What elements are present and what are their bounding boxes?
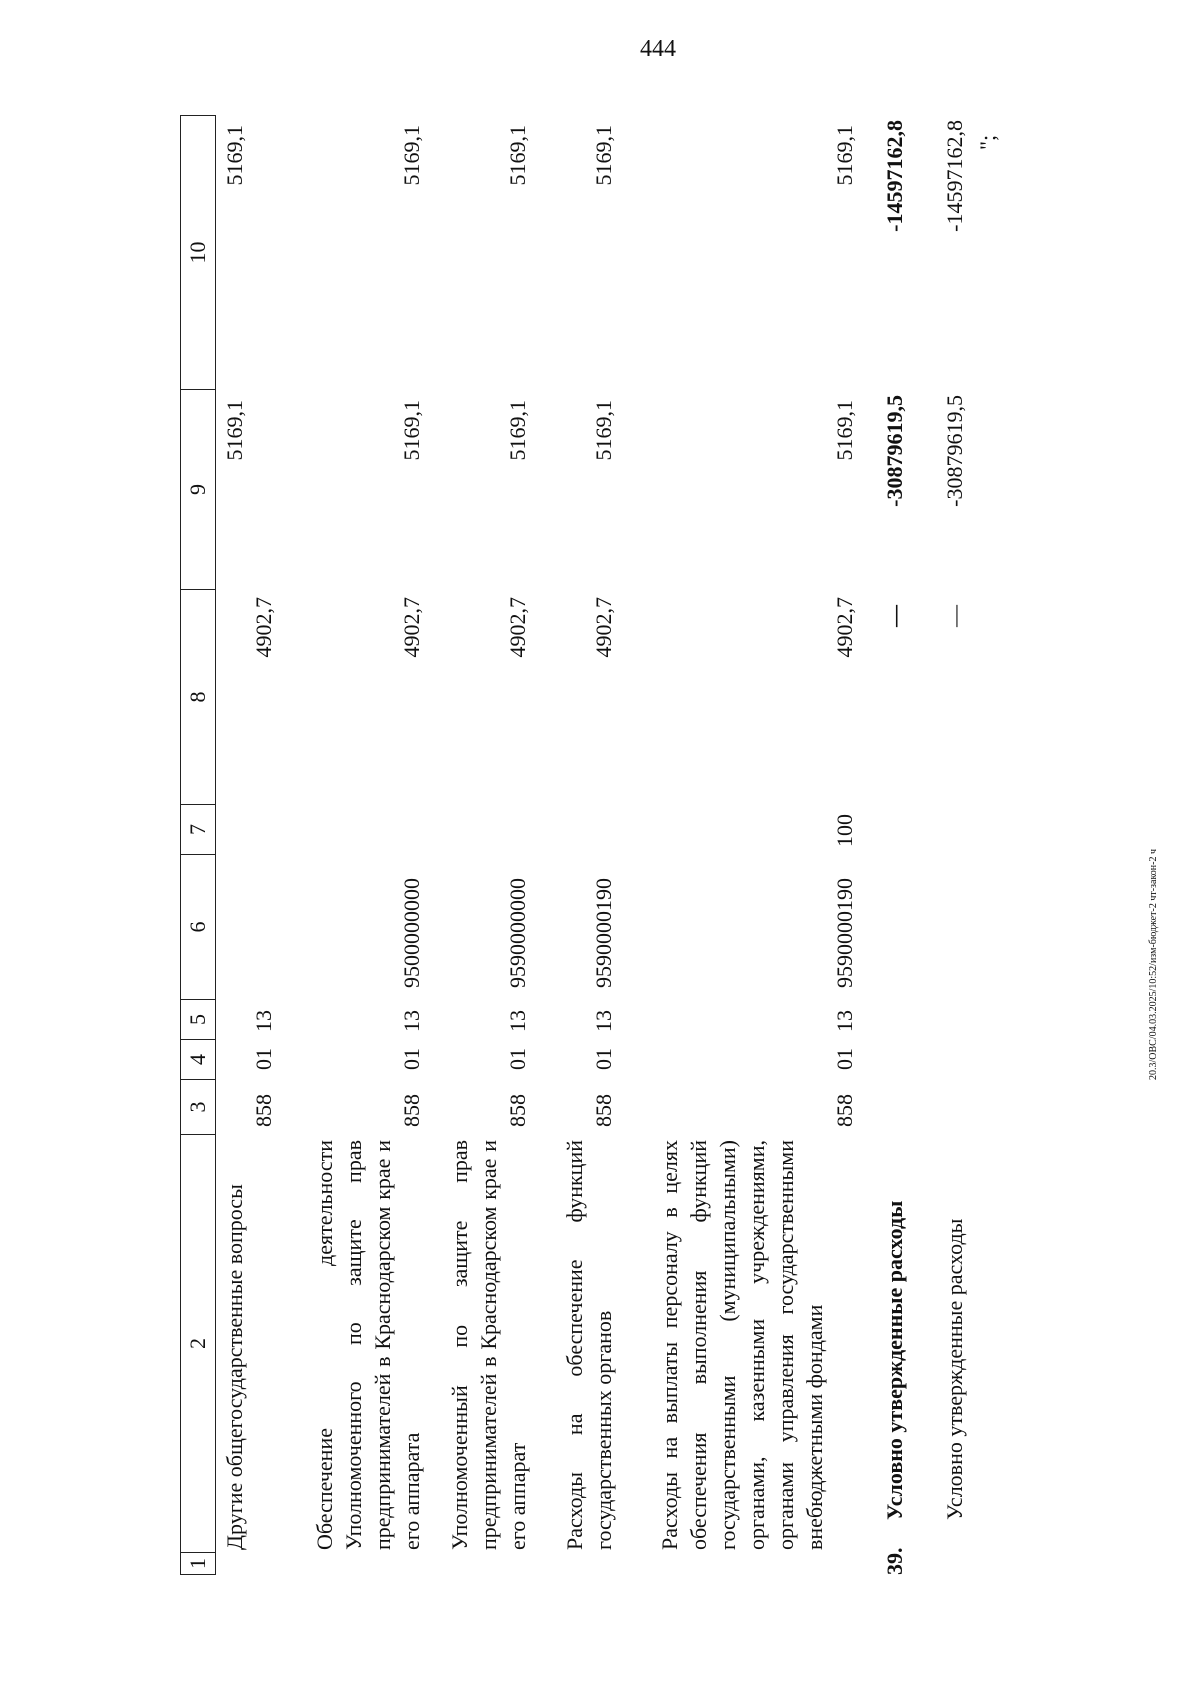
cell-col-3: 858	[591, 1094, 616, 1127]
row-description: Условно утвержденные расходы	[942, 1218, 967, 1520]
cell-col-4: 01	[251, 1048, 276, 1070]
cell-col-3: 858	[505, 1094, 530, 1127]
header-col-10: 10	[180, 115, 216, 390]
header-col-3: 3	[180, 1080, 216, 1135]
cell-col-9: -30879619,5	[942, 395, 967, 507]
header-col-5: 5	[180, 1000, 216, 1040]
page-number: 444	[640, 36, 676, 62]
header-col-6: 6	[180, 855, 216, 1000]
cell-col-8: 4902,7	[251, 597, 276, 658]
cell-col-6: 9500000000	[399, 878, 424, 988]
cell-col-9: 5169,1	[399, 400, 424, 461]
header-col-4: 4	[180, 1040, 216, 1080]
cell-col-6: 9590000190	[591, 878, 616, 988]
cell-col-8: —	[882, 605, 907, 627]
cell-col-9: 5169,1	[591, 400, 616, 461]
cell-col-8: 4902,7	[399, 597, 424, 658]
cell-col-8: 4902,7	[591, 597, 616, 658]
cell-col-4: 01	[832, 1048, 857, 1070]
cell-col-3: 858	[832, 1094, 857, 1127]
document-footer-code: 20.3/ОВС/04.03.2025/10:52/изм-бюджет-2 чт-закон-2 ч	[1148, 848, 1159, 1080]
cell-col-8: 4902,7	[832, 597, 857, 658]
cell-col-5: 13	[251, 1010, 276, 1032]
cell-col-5: 13	[505, 1010, 530, 1032]
row-description: Условно утвержденные расходы	[882, 1200, 907, 1520]
cell-col-9: -30879619,5	[882, 395, 907, 507]
cell-col-10: -14597162,8	[882, 120, 907, 232]
header-col-1: 1	[180, 1553, 216, 1575]
cell-col-6: 9590000190	[832, 878, 857, 988]
cell-col-10: 5169,1	[505, 125, 530, 186]
cell-col-8: 4902,7	[505, 597, 530, 658]
cell-col-4: 01	[591, 1048, 616, 1070]
cell-col-10: 5169,1	[832, 125, 857, 186]
cell-col-8: —	[942, 605, 967, 627]
cell-col-3: 858	[251, 1094, 276, 1127]
header-col-9: 9	[180, 390, 216, 590]
row-description: Расходы на обеспечение функций государственных органов	[562, 1140, 616, 1550]
header-col-8: 8	[180, 590, 216, 805]
cell-col-5: 13	[591, 1010, 616, 1032]
closing-quote-mark: ";	[975, 134, 1000, 150]
cell-col-5: 13	[399, 1010, 424, 1032]
cell-col-9: 5169,1	[832, 400, 857, 461]
header-col-7: 7	[180, 805, 216, 855]
cell-col-9: 5169,1	[505, 400, 530, 461]
row-description: Другие общегосударственные вопросы	[222, 1184, 247, 1550]
row-description: Расходы на выплаты персоналу в целях обеспечения выполнения функций государственными (муниципальными) органами, казенными учреждениями, органами управления государственными внебюджетными фондами	[657, 1140, 827, 1550]
budget-table	[180, 115, 1080, 1575]
cell-col-10: 5169,1	[399, 125, 424, 186]
cell-col-6: 9590000000	[505, 878, 530, 988]
cell-col-10: 5169,1	[222, 125, 247, 186]
cell-col-7: 100	[832, 814, 857, 847]
cell-col-4: 01	[399, 1048, 424, 1070]
cell-col-1: 39.	[882, 1547, 907, 1575]
cell-col-5: 13	[832, 1010, 857, 1032]
header-col-2: 2	[180, 1135, 216, 1553]
cell-col-10: 5169,1	[591, 125, 616, 186]
cell-col-4: 01	[505, 1048, 530, 1070]
row-description: Обеспечение деятельности Уполномоченного по защите прав предпринимателей в Краснодарском крае и его аппарата	[312, 1140, 424, 1550]
cell-col-10: -14597162,8	[942, 120, 967, 232]
cell-col-9: 5169,1	[222, 400, 247, 461]
cell-col-3: 858	[399, 1094, 424, 1127]
row-description: Уполномоченный по защите прав предпринимателей в Краснодарском крае и его аппарат	[447, 1140, 530, 1550]
